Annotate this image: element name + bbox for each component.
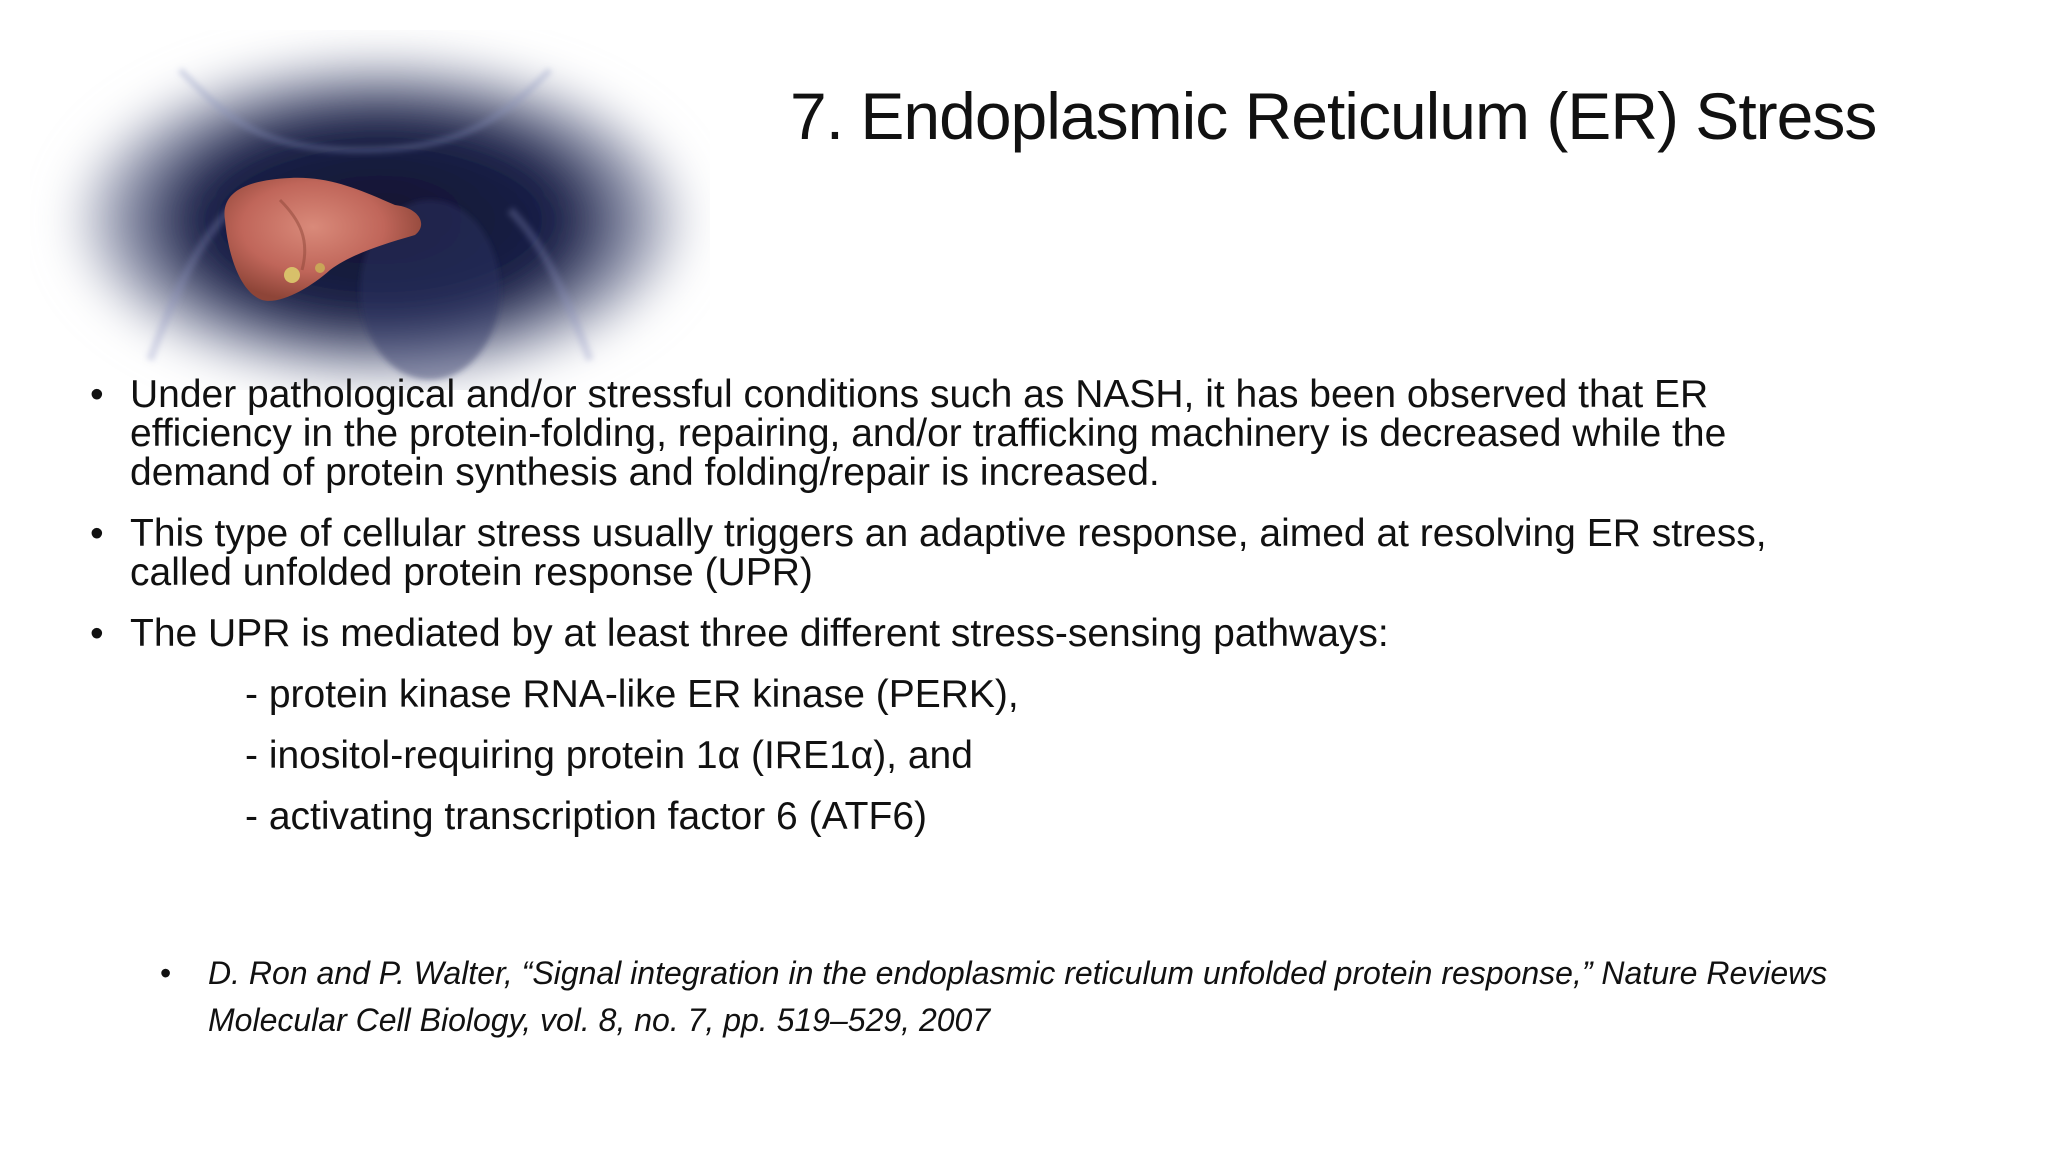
slide-title: 7. Endoplasmic Reticulum (ER) Stress (790, 79, 1877, 153)
pathway-item: - inositol-requiring protein 1α (IRE1α), and (245, 734, 973, 777)
bullet-item: • Under pathological and/or stressful conditions such as NASH, it has been observed that ER efficiency in the protein-folding, repairing, and/or trafficking machinery is decreased while the demand of protein synthesis and folding/repair is increased. (90, 375, 1850, 492)
liver-illustration (30, 30, 710, 390)
citation: • D. Ron and P. Walter, “Signal integration in the endoplasmic reticulum unfolded protein response,” Nature Reviews Molecular Cell Biology, vol. 8, no. 7, pp. 519–529, 2007 (160, 950, 1928, 1044)
bullet-item: • The UPR is mediated by at least three different stress-sensing pathways: (90, 614, 1850, 653)
bullet-item: • This type of cellular stress usually triggers an adaptive response, aimed at resolving ER stress, called unfolded protein response (UPR) (90, 514, 1850, 592)
pathway-item: - protein kinase RNA-like ER kinase (PERK), (245, 673, 1019, 716)
pathway-item: - activating transcription factor 6 (ATF6) (245, 795, 928, 838)
bullet-list (90, 375, 1850, 858)
